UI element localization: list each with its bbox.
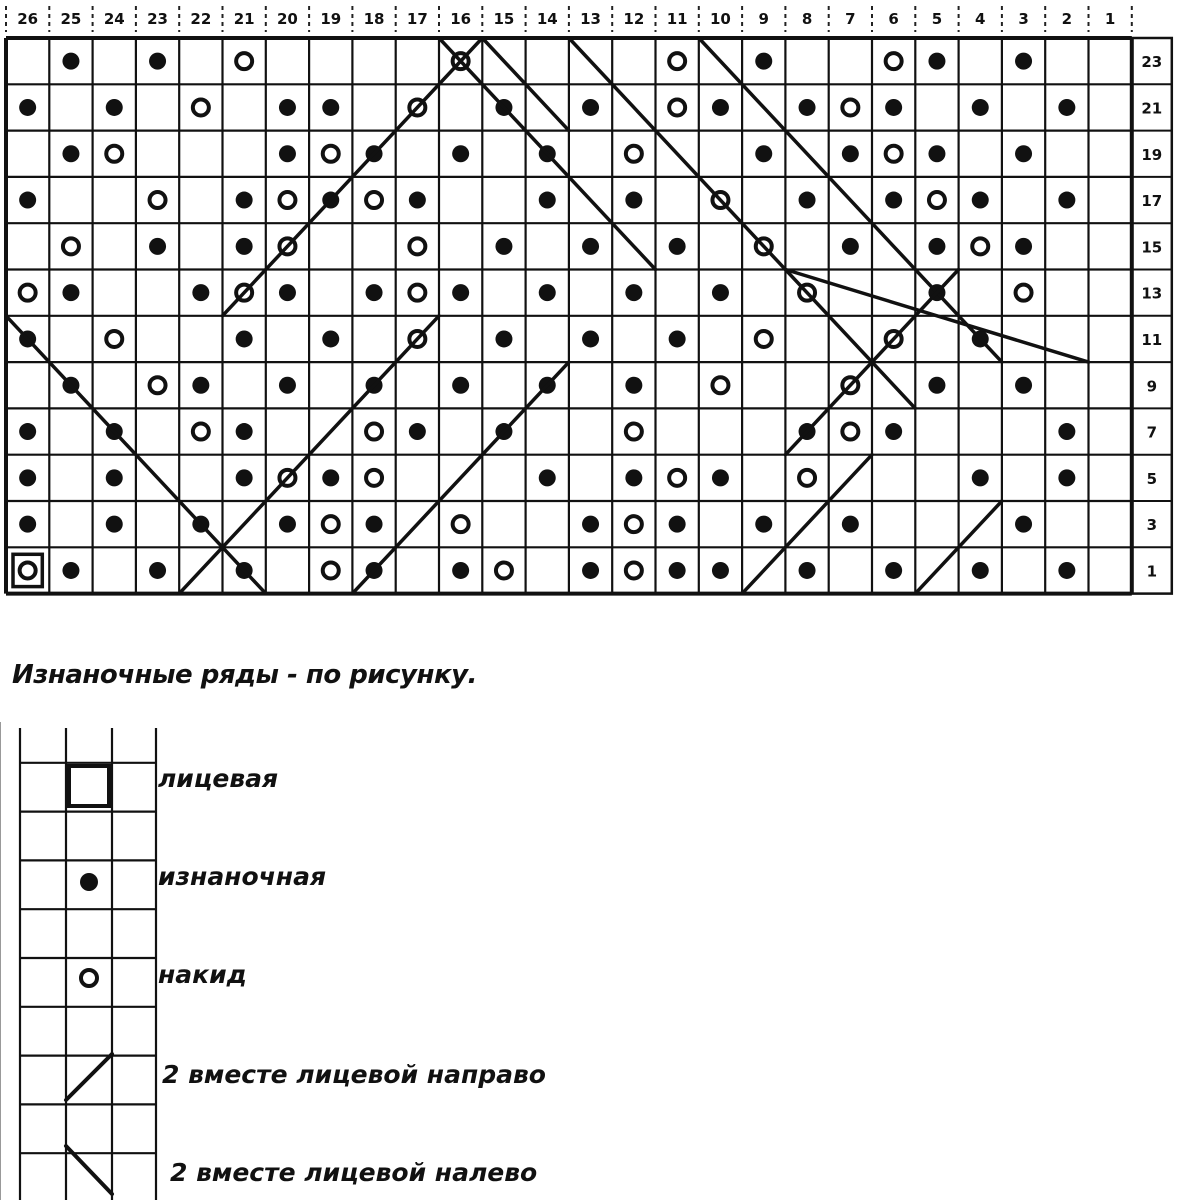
purl-dot: [1015, 53, 1032, 70]
purl-dot: [539, 192, 556, 209]
purl-dot: [669, 238, 686, 255]
purl-dot: [62, 562, 79, 579]
purl-dot: [928, 238, 945, 255]
purl-dot: [1058, 99, 1075, 116]
yarn-over-ring: [150, 192, 166, 208]
purl-dot: [669, 562, 686, 579]
row-label: 19: [1141, 145, 1163, 164]
yarn-over-ring: [366, 424, 382, 440]
column-label: 22: [190, 10, 212, 28]
column-label: 24: [103, 10, 125, 28]
purl-dot: [625, 377, 642, 394]
legend-symbol-knit: [69, 766, 109, 806]
purl-dot: [149, 238, 166, 255]
column-label: 8: [801, 10, 813, 28]
yarn-over-ring: [150, 377, 166, 393]
column-label: 20: [277, 10, 298, 28]
purl-dot: [712, 562, 729, 579]
yarn-over-ring: [323, 562, 339, 578]
legend-label-yo: накид: [158, 960, 247, 989]
chart-note: Изнаночные ряды - по рисунку.: [12, 660, 477, 690]
column-label: 18: [363, 10, 385, 28]
yarn-over-ring: [323, 516, 339, 532]
yarn-over-ring: [756, 331, 772, 347]
column-label: 26: [17, 10, 39, 28]
column-label: 16: [450, 10, 472, 28]
purl-dot: [885, 192, 902, 209]
purl-dot: [236, 330, 253, 347]
yarn-over-ring: [842, 424, 858, 440]
purl-dot: [192, 284, 209, 301]
column-label: 2: [1061, 10, 1073, 28]
purl-dot: [1015, 145, 1032, 162]
purl-dot: [495, 238, 512, 255]
yarn-over-ring: [626, 146, 642, 162]
yarn-over-ring: [63, 238, 79, 254]
yarn-over-ring: [409, 285, 425, 301]
row-label: 7: [1146, 423, 1158, 442]
legend-label-k2tog-left: 2 вместе лицевой налево: [170, 1158, 538, 1187]
row-label: 15: [1141, 238, 1163, 257]
yarn-over-ring: [886, 146, 902, 162]
purl-dot: [236, 469, 253, 486]
purl-dot: [149, 562, 166, 579]
column-label: 6: [888, 10, 899, 28]
column-label: 3: [1018, 10, 1029, 28]
yarn-over-ring: [409, 238, 425, 254]
column-label: 7: [845, 10, 856, 28]
yarn-over-ring: [626, 516, 642, 532]
column-label: 12: [623, 10, 645, 28]
yarn-over-ring: [366, 470, 382, 486]
legend-label-k2tog-right: 2 вместе лицевой направо: [162, 1060, 546, 1089]
column-label: 17: [406, 10, 428, 28]
column-label: 5: [931, 10, 943, 28]
purl-dot: [669, 516, 686, 533]
yarn-over-ring: [193, 99, 209, 115]
yarn-over-ring: [106, 146, 122, 162]
yarn-over-ring: [193, 424, 209, 440]
purl-dot: [972, 99, 989, 116]
row-label: 1: [1146, 562, 1158, 581]
purl-dot: [366, 284, 383, 301]
row-label: 13: [1141, 284, 1163, 303]
purl-dot: [972, 469, 989, 486]
yarn-over-ring: [799, 470, 815, 486]
purl-dot: [1058, 469, 1075, 486]
purl-dot: [409, 423, 426, 440]
column-label: 13: [580, 10, 601, 28]
column-label: 23: [147, 10, 168, 28]
column-label: 10: [710, 10, 731, 28]
purl-dot: [582, 562, 599, 579]
yarn-over-ring: [669, 53, 685, 69]
purl-dot: [625, 469, 642, 486]
row-label: 17: [1141, 192, 1163, 211]
purl-dot: [928, 53, 945, 70]
yarn-over-ring: [712, 377, 728, 393]
purl-dot: [106, 469, 123, 486]
purl-dot: [972, 562, 989, 579]
purl-dot: [452, 377, 469, 394]
purl-dot: [279, 99, 296, 116]
yarn-over-ring: [236, 53, 252, 69]
purl-dot: [106, 516, 123, 533]
purl-dot: [19, 469, 36, 486]
yarn-over-ring: [886, 53, 902, 69]
purl-dot: [1058, 562, 1075, 579]
purl-dot: [1015, 377, 1032, 394]
purl-dot: [495, 330, 512, 347]
decrease-diagonal: [439, 38, 656, 270]
purl-dot: [279, 516, 296, 533]
purl-dot: [322, 330, 339, 347]
purl-dot: [582, 330, 599, 347]
yarn-over-ring: [20, 285, 36, 301]
row-label: 21: [1141, 99, 1163, 118]
purl-dot: [19, 423, 36, 440]
purl-dot: [1058, 423, 1075, 440]
purl-dot: [19, 99, 36, 116]
purl-dot: [842, 145, 859, 162]
purl-dot: [409, 192, 426, 209]
row-label: 3: [1146, 516, 1158, 535]
column-label: 11: [666, 10, 688, 28]
purl-dot: [236, 238, 253, 255]
column-label: 19: [320, 10, 342, 28]
yarn-over-ring: [626, 424, 642, 440]
row-label: 5: [1146, 469, 1158, 488]
purl-dot: [842, 516, 859, 533]
purl-dot: [842, 238, 859, 255]
purl-dot: [149, 53, 166, 70]
purl-dot: [582, 238, 599, 255]
column-label: 14: [536, 10, 558, 28]
purl-dot: [322, 99, 339, 116]
row-label: 23: [1141, 53, 1163, 72]
column-label: 21: [233, 10, 255, 28]
purl-dot: [712, 284, 729, 301]
purl-dot: [192, 377, 209, 394]
purl-dot: [539, 469, 556, 486]
purl-dot: [799, 99, 816, 116]
yarn-over-ring: [496, 562, 512, 578]
purl-dot: [712, 469, 729, 486]
purl-dot: [19, 516, 36, 533]
purl-dot: [625, 284, 642, 301]
purl-dot: [669, 330, 686, 347]
purl-dot: [279, 284, 296, 301]
purl-dot: [928, 145, 945, 162]
yarn-over-ring: [323, 146, 339, 162]
yarn-over-ring: [669, 99, 685, 115]
purl-dot: [539, 284, 556, 301]
legend-label-purl: изнаночная: [158, 862, 326, 891]
yarn-over-ring: [106, 331, 122, 347]
yarn-over-ring: [366, 192, 382, 208]
column-label: 4: [975, 10, 986, 28]
column-label: 15: [493, 10, 515, 28]
purl-dot: [452, 284, 469, 301]
purl-dot: [799, 192, 816, 209]
legend-symbol-yo: [81, 970, 97, 986]
legend: [0, 722, 1200, 1200]
purl-dot: [62, 284, 79, 301]
legend-label-knit: лицевая: [158, 764, 279, 793]
purl-dot: [1015, 516, 1032, 533]
purl-dot: [1058, 192, 1075, 209]
yarn-over-ring: [453, 516, 469, 532]
purl-dot: [885, 562, 902, 579]
purl-dot: [62, 145, 79, 162]
purl-dot: [322, 469, 339, 486]
yarn-over-ring: [626, 562, 642, 578]
purl-dot: [279, 145, 296, 162]
purl-dot: [366, 516, 383, 533]
purl-dot: [755, 53, 772, 70]
yarn-over-ring: [842, 99, 858, 115]
decrease-diagonal: [699, 38, 1002, 362]
column-label: 9: [758, 10, 769, 28]
row-label: 9: [1146, 377, 1158, 396]
purl-dot: [799, 562, 816, 579]
purl-dot: [19, 192, 36, 209]
purl-dot: [452, 562, 469, 579]
purl-dot: [972, 192, 989, 209]
purl-dot: [236, 192, 253, 209]
column-label: 25: [60, 10, 82, 28]
purl-dot: [885, 423, 902, 440]
purl-dot: [928, 377, 945, 394]
yarn-over-ring: [279, 192, 295, 208]
purl-dot: [582, 516, 599, 533]
yarn-over-ring: [1016, 285, 1032, 301]
purl-dot: [885, 99, 902, 116]
purl-dot: [1015, 238, 1032, 255]
legend-symbol-purl: [80, 873, 98, 891]
purl-dot: [452, 145, 469, 162]
column-label: 1: [1104, 10, 1116, 28]
purl-dot: [755, 516, 772, 533]
purl-dot: [279, 377, 296, 394]
legend-symbol-k2tog-right: [66, 1054, 112, 1100]
purl-dot: [712, 99, 729, 116]
yarn-over-ring: [20, 562, 36, 578]
purl-dot: [106, 99, 123, 116]
purl-dot: [625, 192, 642, 209]
row-label: 11: [1141, 330, 1163, 349]
purl-dot: [755, 145, 772, 162]
purl-dot: [236, 423, 253, 440]
yarn-over-ring: [929, 192, 945, 208]
yarn-over-ring: [669, 470, 685, 486]
purl-dot: [62, 53, 79, 70]
decrease-diagonal: [352, 362, 569, 593]
purl-dot: [582, 99, 599, 116]
yarn-over-ring: [972, 238, 988, 254]
